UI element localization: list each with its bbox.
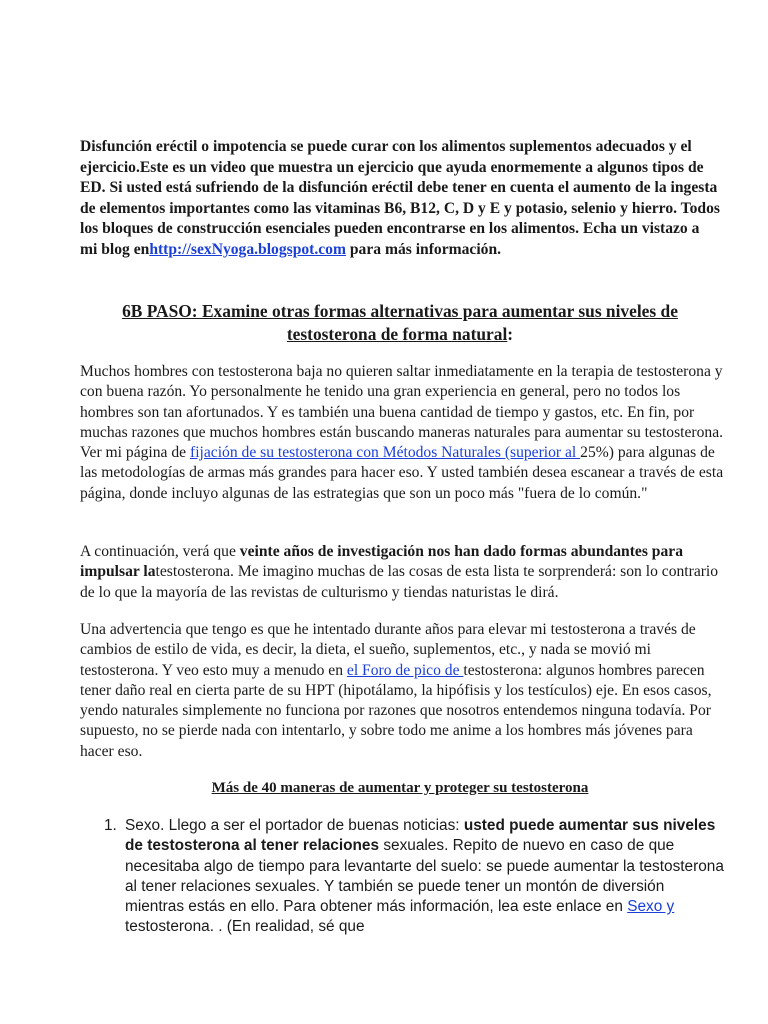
list-item-text: Sexo. Llego a ser el portador de buenas noticias: bbox=[125, 817, 464, 834]
paragraph-1-text-end: 25%) para algunas de las metodologías de armas más grandes para hacer eso. Y usted también desea escanear a través de esta página, donde incluyo algunas de las estrategias que son un poco más "fuera de lo común." bbox=[80, 444, 724, 502]
section-heading-colon: : bbox=[507, 324, 514, 344]
list-item bbox=[104, 816, 724, 938]
paragraph-3 bbox=[80, 620, 728, 762]
paragraph-2 bbox=[80, 542, 728, 603]
paragraph-2-text-end: testosterona. Me imagino muchas de las cosas de esta lista te sorprenderá: son lo contrario de lo que la mayoría de las revistas de culturismo y tiendas naturistas le dirá. bbox=[80, 563, 719, 601]
paragraph-1 bbox=[80, 362, 728, 504]
list-item-text-end: testosterona. . (En realidad, sé que bbox=[125, 918, 365, 936]
list-item-number: 1. bbox=[104, 817, 117, 834]
list-item-text-mid: sexuales. Repito de nuevo en caso de que necesitaba algo de tiempo para levantarte del suelo: se puede aumentar la testosterona al tener relaciones sexuales. Y también se puede tener un montón de diversión mientras estás en ello. Para obtener más información, lea este enlace en bbox=[125, 837, 724, 916]
section-heading bbox=[80, 300, 720, 346]
paragraph-1-text: Muchos hombres con testosterona baja no quieren saltar inmediatamente en la terapia de testosterona y con buena razón. Yo personalmente he tenido una gran experiencia en general, pero no todos los hombres son tan afortunados. Y es también una buena cantidad de tiempo y gastos, etc. En fin, por muchas razones que muchos hombres están buscando maneras naturales para aumentar su testosterona. Ver mi página de bbox=[80, 363, 724, 462]
intro-text: Disfunción eréctil o impotencia se puede curar con los alimentos suplementos adecuados y el ejercicio.Este es un video que muestra un ejercicio que ayuda enormemente a algunos tipos de ED. Si usted está sufriendo de la disfunción eréctil debe tener en cuenta el aumento de la ingesta de elementos importantes como las vitaminas B6, B12, C, D y E y potasio, selenio y hierro. Todos los bloques de construcción esenciales pueden encontrarse en los alimentos. Echa un vistazo a mi blog en bbox=[80, 138, 720, 258]
sex-link[interactable]: Sexo y bbox=[627, 898, 675, 916]
numbered-list bbox=[104, 816, 724, 938]
paragraph-2-text: A continuación, verá que bbox=[80, 543, 240, 560]
forum-link[interactable]: el Foro de pico de bbox=[346, 661, 464, 679]
list-heading: Más de 40 maneras de aumentar y proteger su testosterona bbox=[211, 780, 589, 796]
natural-methods-link[interactable]: fijación de su testosterona con Métodos Naturales (superior al bbox=[190, 444, 581, 462]
list-item-bold: usted puede aumentar sus niveles de testosterona al tener relaciones bbox=[125, 817, 716, 855]
paragraph-2-bold: veinte años de investigación nos han dado formas abundantes para impulsar la bbox=[80, 543, 683, 581]
intro-text-end: para más información. bbox=[345, 240, 502, 258]
section-heading-text: 6B PASO: Examine otras formas alternativas para aumentar sus niveles de testosterona de forma natural bbox=[122, 301, 678, 344]
paragraph-3-text-end: testosterona: algunos hombres parecen tener daño real en cierta parte de su HPT (hipotálamo, la hipófisis y los testículos) eje. En esos casos, yendo naturales simplemente no funciona por razones que nosotros entendemos ninguna todavía. Por supuesto, no se pierde nada con intentarlo, y sobre todo me anime a los hombres más jóvenes para hacer eso. bbox=[80, 661, 712, 760]
blog-link[interactable]: http://sexNyoga.blogspot.com bbox=[149, 240, 346, 258]
list-item-body bbox=[125, 816, 724, 938]
intro-paragraph bbox=[80, 137, 720, 261]
paragraph-3-text: Una advertencia que tengo es que he intentado durante años para elevar mi testosterona a través de cambios de estilo de vida, es decir, la dieta, el sueño, suplementos, etc., y nada se movió mi testosterona. Y veo esto muy a menudo en bbox=[80, 621, 696, 679]
